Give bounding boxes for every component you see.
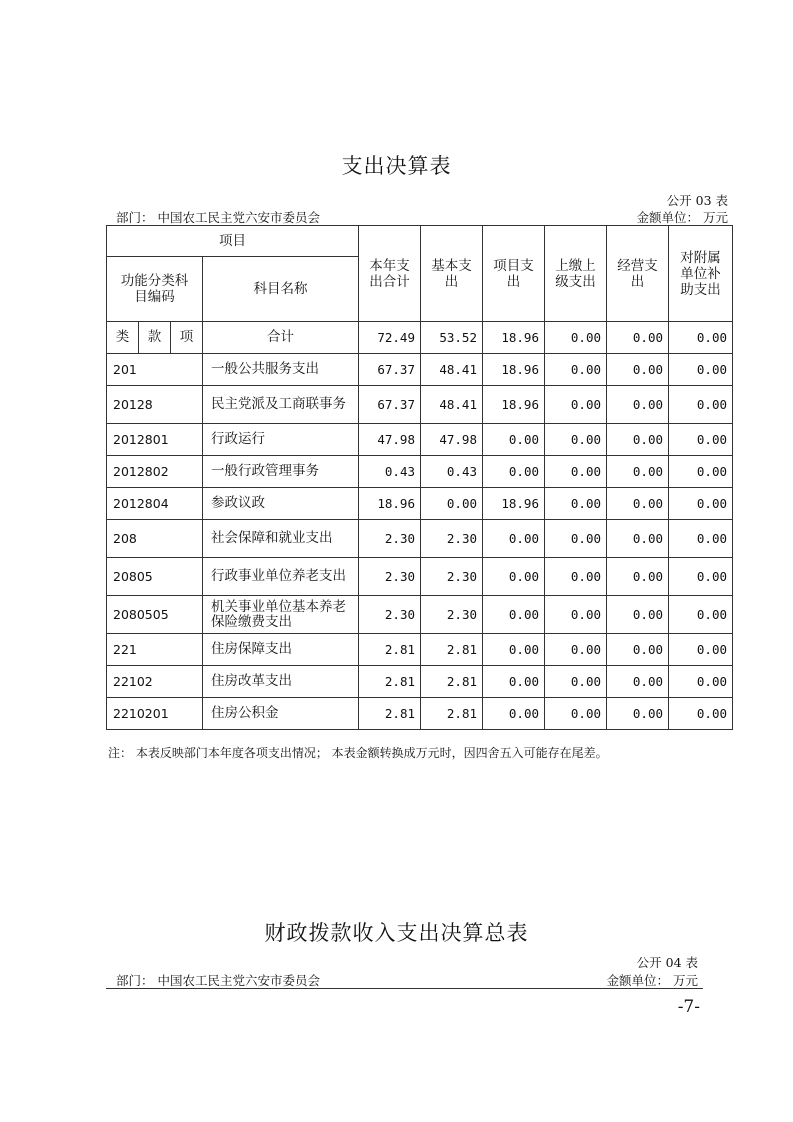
- amount-cell: 2.81: [359, 666, 421, 698]
- header-func-code: 功能分类科目编码: [107, 257, 203, 322]
- amount-cell: 18.96: [483, 488, 545, 520]
- amount-cell: 0.00: [483, 520, 545, 558]
- total-cell: 53.52: [421, 322, 483, 354]
- subject-name-cell: 参政议政: [203, 488, 359, 520]
- amount-cell: 0.00: [669, 698, 733, 730]
- amount-cell: 2.30: [421, 520, 483, 558]
- func-code-cell: 2012801: [107, 424, 203, 456]
- amount-cell: 2.30: [421, 558, 483, 596]
- amount-cell: 0.00: [607, 666, 669, 698]
- total-cell: 72.49: [359, 322, 421, 354]
- amount-cell: 0.00: [669, 596, 733, 634]
- amount-cell: 0.00: [607, 386, 669, 424]
- amount-cell: 0.00: [669, 488, 733, 520]
- header-project: 项目支出: [483, 226, 545, 322]
- func-code-cell: 2080505: [107, 596, 203, 634]
- amount-cell: 0.00: [483, 558, 545, 596]
- total-cell: 18.96: [483, 322, 545, 354]
- header-xiang: 项: [171, 322, 203, 354]
- func-code-cell: 2012802: [107, 456, 203, 488]
- amount-cell: 0.00: [483, 456, 545, 488]
- subject-name-cell: 住房改革支出: [203, 666, 359, 698]
- amount-cell: 0.00: [607, 634, 669, 666]
- amount-cell: 0.00: [483, 698, 545, 730]
- header-subsidiary: 对附属单位补助支出: [669, 226, 733, 322]
- header-operating: 经营支出: [607, 226, 669, 322]
- subject-name-cell: 行政运行: [203, 424, 359, 456]
- func-code-cell: 20128: [107, 386, 203, 424]
- amount-cell: 0.00: [607, 354, 669, 386]
- subject-name-cell: 一般行政管理事务: [203, 456, 359, 488]
- amount-cell: 0.00: [545, 520, 607, 558]
- amount-cell: 2.81: [421, 666, 483, 698]
- amount-cell: 18.96: [483, 354, 545, 386]
- table-row: [107, 424, 733, 456]
- func-code-cell: 2210201: [107, 698, 203, 730]
- func-code-cell: 208: [107, 520, 203, 558]
- amount-cell: 47.98: [359, 424, 421, 456]
- table-row: [107, 666, 733, 698]
- func-code-cell: 201: [107, 354, 203, 386]
- subject-name-cell: 机关事业单位基本养老保险缴费支出: [203, 596, 359, 634]
- total-cell: 0.00: [545, 322, 607, 354]
- amount-cell: 48.41: [421, 354, 483, 386]
- header-total: 本年支出合计: [359, 226, 421, 322]
- amount-cell: 0.00: [669, 634, 733, 666]
- table-row: [107, 558, 733, 596]
- amount-cell: 0.00: [545, 456, 607, 488]
- total-cell: 0.00: [669, 322, 733, 354]
- amount-cell: 67.37: [359, 386, 421, 424]
- header-item: 项目: [107, 226, 359, 257]
- amount-cell: 18.96: [359, 488, 421, 520]
- amount-cell: 0.00: [545, 634, 607, 666]
- total-label: 合计: [203, 322, 359, 354]
- amount-cell: 0.00: [607, 488, 669, 520]
- table-row: [107, 520, 733, 558]
- header-basic: 基本支出: [421, 226, 483, 322]
- amount-cell: 0.00: [545, 354, 607, 386]
- amount-cell: 0.00: [545, 666, 607, 698]
- subject-name-cell: 民主党派及工商联事务: [203, 386, 359, 424]
- amount-cell: 2.81: [421, 698, 483, 730]
- amount-cell: 0.00: [483, 596, 545, 634]
- amount-cell: 0.00: [669, 520, 733, 558]
- expenditure-table: [106, 225, 733, 730]
- func-code-cell: 221: [107, 634, 203, 666]
- amount-cell: 0.00: [483, 424, 545, 456]
- amount-cell: 2.30: [359, 520, 421, 558]
- func-code-cell: 2012804: [107, 488, 203, 520]
- amount-cell: 0.00: [607, 596, 669, 634]
- table-row: [107, 488, 733, 520]
- table-row: [107, 354, 733, 386]
- table-row: [107, 456, 733, 488]
- amount-cell: 0.00: [545, 558, 607, 596]
- amount-cell: 2.81: [421, 634, 483, 666]
- table-number: 公开 04 表: [636, 955, 698, 970]
- amount-cell: 2.81: [359, 634, 421, 666]
- amount-cell: 67.37: [359, 354, 421, 386]
- table-row: [107, 596, 733, 634]
- table-top-rule: [106, 988, 703, 989]
- page-title: 支出决算表: [341, 154, 452, 178]
- amount-cell: 0.00: [607, 424, 669, 456]
- amount-cell: 0.00: [545, 596, 607, 634]
- amount-cell: 0.43: [359, 456, 421, 488]
- total-cell: 0.00: [607, 322, 669, 354]
- header-upper: 上缴上级支出: [545, 226, 607, 322]
- table-row: [107, 634, 733, 666]
- amount-cell: 0.00: [607, 520, 669, 558]
- amount-cell: 0.43: [421, 456, 483, 488]
- table-row: [107, 698, 733, 730]
- amount-cell: 2.30: [359, 558, 421, 596]
- amount-cell: 0.00: [607, 558, 669, 596]
- unit-label: 金额单位： 万元: [636, 210, 728, 225]
- unit-label: 金额单位： 万元: [606, 973, 698, 988]
- amount-cell: 0.00: [545, 386, 607, 424]
- amount-cell: 0.00: [669, 386, 733, 424]
- table-note: 注： 本表反映部门本年度各项支出情况； 本表金额转换成万元时，因四舍五入可能存在尾差。: [108, 746, 608, 760]
- amount-cell: 18.96: [483, 386, 545, 424]
- table-number: 公开 03 表: [666, 193, 728, 208]
- amount-cell: 0.00: [669, 666, 733, 698]
- subject-name-cell: 一般公共服务支出: [203, 354, 359, 386]
- table-row: [107, 386, 733, 424]
- amount-cell: 47.98: [421, 424, 483, 456]
- amount-cell: 0.00: [607, 456, 669, 488]
- header-kuan: 款: [139, 322, 171, 354]
- amount-cell: 0.00: [483, 634, 545, 666]
- amount-cell: 0.00: [669, 354, 733, 386]
- amount-cell: 0.00: [545, 488, 607, 520]
- subject-name-cell: 住房公积金: [203, 698, 359, 730]
- subject-name-cell: 行政事业单位养老支出: [203, 558, 359, 596]
- func-code-cell: 22102: [107, 666, 203, 698]
- amount-cell: 0.00: [421, 488, 483, 520]
- func-code-cell: 20805: [107, 558, 203, 596]
- amount-cell: 0.00: [545, 424, 607, 456]
- header-lei: 类: [107, 322, 139, 354]
- amount-cell: 0.00: [607, 698, 669, 730]
- page-number: -7-: [677, 997, 700, 1017]
- amount-cell: 2.30: [359, 596, 421, 634]
- subject-name-cell: 住房保障支出: [203, 634, 359, 666]
- amount-cell: 0.00: [669, 456, 733, 488]
- amount-cell: 0.00: [669, 424, 733, 456]
- amount-cell: 2.81: [359, 698, 421, 730]
- subject-name-cell: 社会保障和就业支出: [203, 520, 359, 558]
- amount-cell: 0.00: [545, 698, 607, 730]
- section-title: 财政拨款收入支出决算总表: [264, 921, 529, 945]
- amount-cell: 2.30: [421, 596, 483, 634]
- amount-cell: 0.00: [483, 666, 545, 698]
- department-label: 部门： 中国农工民主党六安市委员会: [116, 973, 320, 988]
- department-label: 部门： 中国农工民主党六安市委员会: [116, 210, 320, 225]
- amount-cell: 0.00: [669, 558, 733, 596]
- header-subject-name: 科目名称: [203, 257, 359, 322]
- amount-cell: 48.41: [421, 386, 483, 424]
